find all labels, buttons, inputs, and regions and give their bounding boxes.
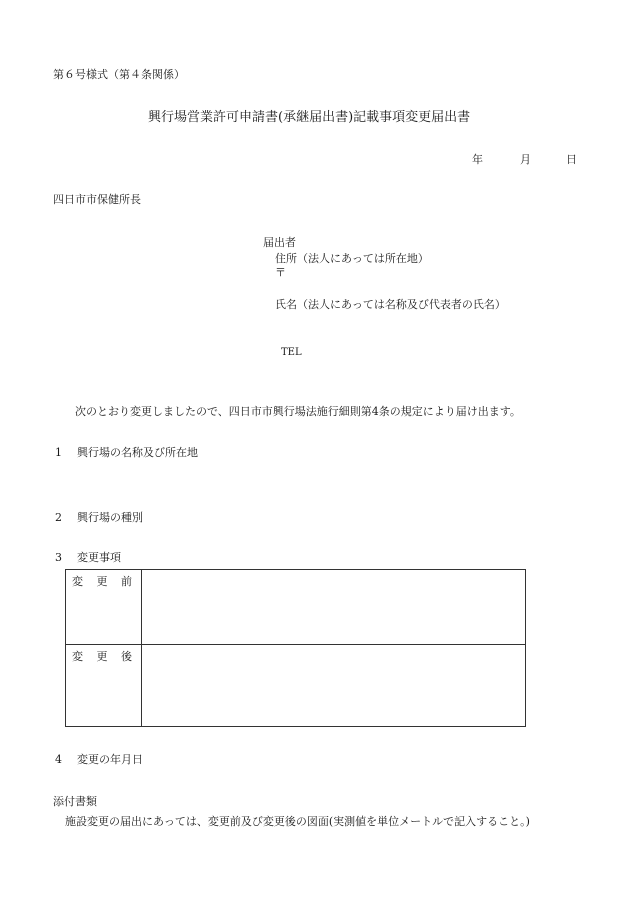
attachments-heading: 添付書類 xyxy=(53,795,97,808)
address-label: 住所（法人にあっては所在地） xyxy=(275,252,429,265)
after-change-value[interactable] xyxy=(142,645,525,726)
date-month-label: 月 xyxy=(520,153,531,166)
change-table xyxy=(65,569,526,727)
section-4-number: 4 xyxy=(55,753,62,766)
tel-label: TEL xyxy=(281,347,302,358)
section-3-number: 3 xyxy=(55,551,62,564)
body-text: 次のとおり変更しましたので、四日市市興行場法施行細則第4条の規定により届け出ます。 xyxy=(75,405,521,418)
date-day-label: 日 xyxy=(566,153,577,166)
before-change-value[interactable] xyxy=(142,570,525,644)
after-change-label: 変 更 後 xyxy=(72,650,137,663)
section-1-number: 1 xyxy=(55,446,62,459)
before-change-label: 変 更 前 xyxy=(72,575,137,588)
section-2-label: 興行場の種別 xyxy=(77,511,143,524)
name-label: 氏名（法人にあっては名称及び代表者の氏名） xyxy=(275,298,506,311)
date-year-label: 年 xyxy=(472,153,483,166)
form-number: 第６号様式（第４条関係） xyxy=(53,68,185,81)
addressee: 四日市市保健所長 xyxy=(53,193,141,206)
section-1-label: 興行場の名称及び所在地 xyxy=(77,446,198,459)
attachments-note: 施設変更の届出にあっては、変更前及び変更後の図面(実測値を単位メートルで記入すること。) xyxy=(65,815,530,828)
section-3-label: 変更事項 xyxy=(77,551,121,564)
section-4-label: 変更の年月日 xyxy=(77,753,143,766)
document-title: 興行場営業許可申請書(承継届出書)記載事項変更届出書 xyxy=(148,110,471,125)
postal-mark: 〒 xyxy=(275,266,286,279)
notifier-heading: 届出者 xyxy=(263,236,296,249)
section-2-number: 2 xyxy=(55,511,62,524)
